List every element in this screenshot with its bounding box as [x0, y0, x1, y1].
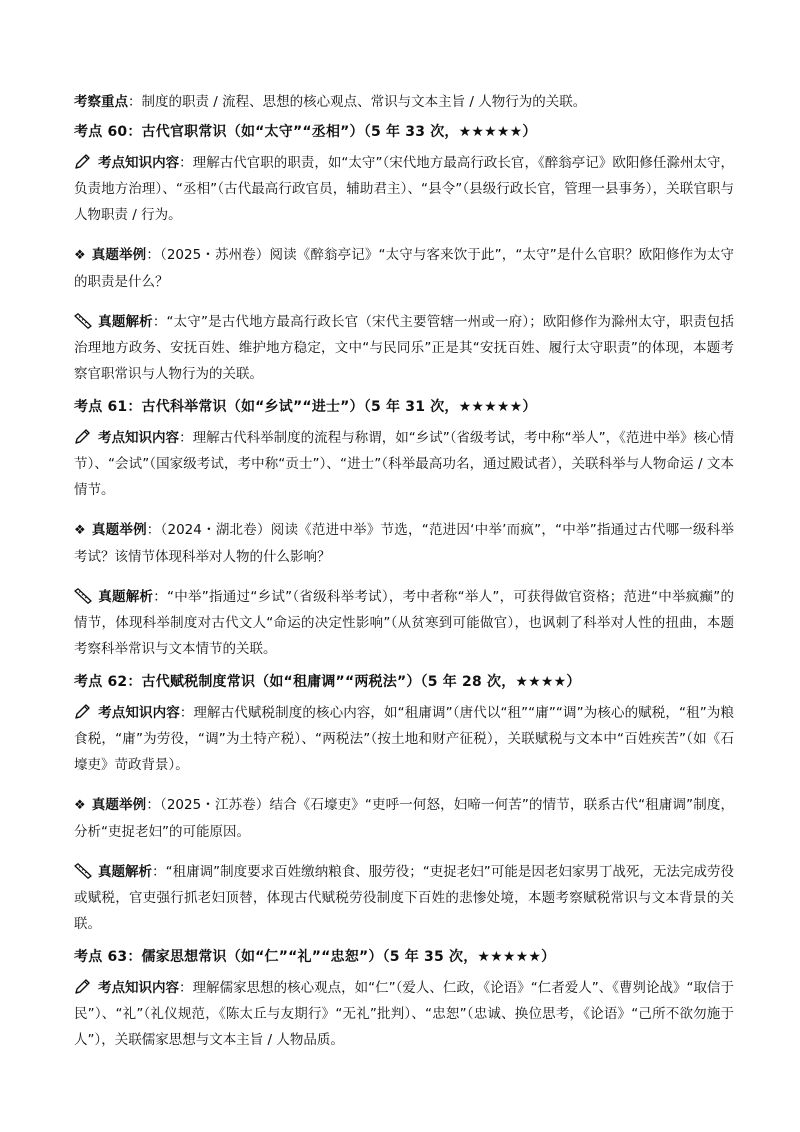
analysis-paragraph [74, 309, 734, 387]
knowledge-label: 考点知识内容 [98, 430, 180, 446]
example-label: 真题举例 [91, 522, 147, 538]
analysis-text: ：“租庸调”制度要求百姓缴纳粮食、服劳役；“吏捉老妇”可能是因老妇家男丁战死，无法完成劳役或赋税，官吏强行抓老妇顶替，体现古代赋税劳役制度下百姓的悲惨处境，本题考察赋税常识与文本背景的关联。 [74, 864, 734, 932]
intro-text: ：制度的职责 / 流程、思想的核心观点、常识与文本主旨 / 人物行为的关联。 [128, 94, 587, 110]
knowledge-paragraph [74, 425, 734, 503]
example-paragraph [74, 792, 734, 845]
pencil-icon [74, 429, 92, 445]
section-61 [74, 397, 734, 662]
section-heading: 考点 61：古代科举常识（如“乡试”“进士”）（5 年 31 次，★★★★★） [74, 399, 537, 415]
section-heading: 考点 63：儒家思想常识（如“仁”“礼”“忠恕”）（5 年 35 次，★★★★★） [74, 949, 556, 965]
ruler-pencil-icon [74, 313, 92, 329]
analysis-label: 真题解析 [98, 314, 153, 330]
knowledge-label: 考点知识内容 [98, 155, 180, 171]
analysis-paragraph [74, 584, 734, 662]
pencil-icon [74, 704, 92, 720]
analysis-paragraph [74, 859, 734, 937]
knowledge-paragraph [74, 700, 734, 778]
diamond-icon: ❖ [74, 523, 86, 538]
analysis-text: ：“中举”指通过“乡试”（省级科举考试），考中者称“举人”，可获得做官资格；范进“中举疯癫”的情节，体现科举制度对古代文人“命运的决定性影响”（从贫寒到可能做官），也讽刺了科举对人性的扭曲，本题考察科举常识与文本情节的关联。 [74, 589, 734, 657]
example-text: ：（2024・湖北卷）阅读《范进中举》节选，“范进因‘中举’而疯”，“中举”指通过古代哪一级科举考试？该情节体现科举对人物的什么影响？ [74, 522, 734, 565]
analysis-label: 真题解析 [98, 864, 153, 880]
example-paragraph [74, 517, 734, 570]
diamond-icon: ❖ [74, 248, 86, 263]
section-63 [74, 947, 734, 1053]
pencil-icon [74, 154, 92, 170]
knowledge-text: ：理解古代官职的职责，如“太守”（宋代地方最高行政长官，《醉翁亭记》欧阳修任滁州太守，负责地方治理）、“丞相”（古代最高行政官员，辅助君主）、“县令”（县级行政长官，管理一县事务），关联官职与人物职责 / 行为。 [74, 155, 734, 223]
knowledge-text: ：理解儒家思想的核心观点，如“仁”（爱人、仁政，《论语》“仁者爱人”、《曹刿论战》“取信于民”）、“礼”（礼仪规范，《陈太丘与友期行》“无礼”批判）、“忠恕”（忠诚、换位思考，《论语》“己所不欲勿施于人”），关联儒家思想与文本主旨 / 人物品质。 [74, 980, 735, 1048]
example-label: 真题举例 [91, 797, 147, 813]
example-paragraph [74, 242, 734, 295]
knowledge-label: 考点知识内容 [98, 705, 180, 721]
intro-line [74, 92, 734, 112]
knowledge-label: 考点知识内容 [98, 980, 180, 996]
example-text: ：（2025・苏州卷）阅读《醉翁亭记》“太守与客来饮于此”，“太守”是什么官职？欧阳修作为太守的职责是什么？ [74, 247, 734, 290]
example-text: ：（2025・江苏卷）结合《石壕吏》“吏呼一何怒，妇啼一何苦”的情节，联系古代“租庸调”制度，分析“吏捉老妇”的可能原因。 [74, 797, 734, 840]
section-heading: 考点 62：古代赋税制度常识（如“租庸调”“两税法”）（5 年 28 次，★★★★） [74, 674, 581, 690]
knowledge-text: ：理解古代科举制度的流程与称谓，如“乡试”（省级考试，考中称“举人”，《范进中举》核心情节）、“会试”（国家级考试，考中称“贡士”）、“进士”（科举最高功名，通过殿试者），关联科举与人物命运 / 文本情节。 [74, 430, 734, 498]
section-62 [74, 672, 734, 937]
section-heading: 考点 60：古代官职常识（如“太守”“丞相”）（5 年 33 次，★★★★★） [74, 124, 537, 140]
ruler-pencil-icon [74, 588, 92, 604]
document-page [74, 92, 734, 1053]
knowledge-paragraph [74, 975, 734, 1053]
example-label: 真题举例 [91, 247, 147, 263]
ruler-pencil-icon [74, 863, 92, 879]
analysis-label: 真题解析 [98, 589, 154, 605]
analysis-text: ：“太守”是古代地方最高行政长官（宋代主要管辖一州或一府）；欧阳修作为滁州太守，职责包括治理地方政务、安抚百姓、维护地方稳定，文中“与民同乐”正是其“安抚百姓、履行太守职责”的体现，本题考察官职常识与人物行为的关联。 [74, 314, 734, 382]
diamond-icon: ❖ [74, 798, 86, 813]
knowledge-text: ：理解古代赋税制度的核心内容，如“租庸调”（唐代以“租”“庸”“调”为核心的赋税，“租”为粮食税，“庸”为劳役，“调”为土特产税）、“两税法”（按土地和财产征税），关联赋税与文本中“百姓疾苦”（如《石壕吏》苛政背景）。 [74, 705, 734, 773]
pencil-icon [74, 979, 92, 995]
section-60 [74, 122, 734, 387]
intro-label: 考察重点 [74, 94, 128, 110]
knowledge-paragraph [74, 150, 734, 228]
